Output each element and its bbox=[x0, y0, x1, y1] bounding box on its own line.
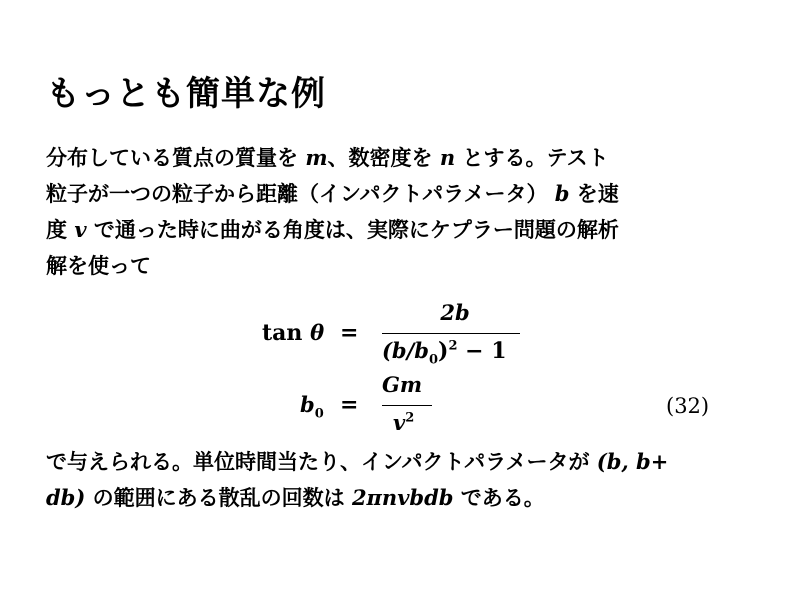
text: で与えられる。単位時間当たり、インパクトパラメータが bbox=[46, 450, 597, 474]
math-b: b bbox=[554, 181, 570, 206]
eq2-equals: = bbox=[340, 392, 359, 418]
eq1-numerator bbox=[420, 300, 490, 326]
eq1-den-sup: 2 bbox=[448, 338, 458, 354]
result-line-2 bbox=[46, 480, 668, 516]
eq1-den-b: ) bbox=[438, 338, 449, 364]
text: 分布している質点の質量を bbox=[46, 146, 306, 170]
math-interval-end: db) bbox=[46, 485, 86, 510]
slide-title: もっとも簡単な例 bbox=[46, 74, 326, 114]
eq1-denominator bbox=[382, 338, 532, 368]
text: である。 bbox=[453, 486, 545, 510]
math-interval-start: (b, b+ bbox=[596, 449, 669, 474]
eq1-den-sub: 0 bbox=[428, 352, 439, 368]
intro-line-2 bbox=[46, 176, 619, 212]
text: 粒子が一つの粒子から距離（インパクトパラメータ） bbox=[46, 182, 555, 206]
eq1-lhs bbox=[262, 320, 324, 346]
eq2-num: Gm bbox=[382, 372, 423, 397]
intro-paragraph bbox=[46, 140, 619, 284]
intro-line-4: 解を使って bbox=[46, 254, 151, 278]
eq1-fraction-bar bbox=[382, 333, 520, 334]
eq2-v: v bbox=[393, 410, 406, 435]
eq1-fn: tan bbox=[262, 320, 303, 346]
eq2-sup: 2 bbox=[405, 410, 415, 426]
eq2-b: b bbox=[300, 392, 315, 417]
eq1-equals: = bbox=[340, 320, 359, 346]
text: で通った時に曲がる角度は、実際にケプラー問題の解析 bbox=[86, 218, 619, 242]
eq2-fraction-bar bbox=[382, 405, 432, 406]
math-rate: 2πnvbdb bbox=[351, 485, 454, 510]
result-line-1 bbox=[46, 444, 668, 480]
math-m: m bbox=[305, 145, 328, 170]
math-n: n bbox=[439, 145, 456, 170]
eq1-num: 2b bbox=[440, 300, 470, 325]
text: 、数密度を bbox=[327, 146, 440, 170]
result-paragraph bbox=[46, 444, 668, 516]
eq1-den-a: (b/b bbox=[382, 338, 429, 363]
text: を速 bbox=[569, 182, 619, 206]
intro-line-1 bbox=[46, 140, 619, 176]
text: 度 bbox=[46, 218, 75, 242]
eq2-sub: 0 bbox=[314, 406, 324, 422]
text: とする。テスト bbox=[455, 146, 609, 170]
eq2-denominator bbox=[393, 410, 414, 436]
eq2-numerator bbox=[382, 372, 422, 398]
text: の範囲にある散乱の回数は bbox=[85, 486, 352, 510]
math-v: v bbox=[74, 217, 87, 242]
eq1-theta: θ bbox=[310, 320, 325, 345]
eq1-den-c: − 1 bbox=[457, 338, 507, 364]
intro-line-3 bbox=[46, 212, 619, 248]
eq2-lhs bbox=[300, 392, 324, 422]
equation-number: (32) bbox=[666, 394, 710, 418]
